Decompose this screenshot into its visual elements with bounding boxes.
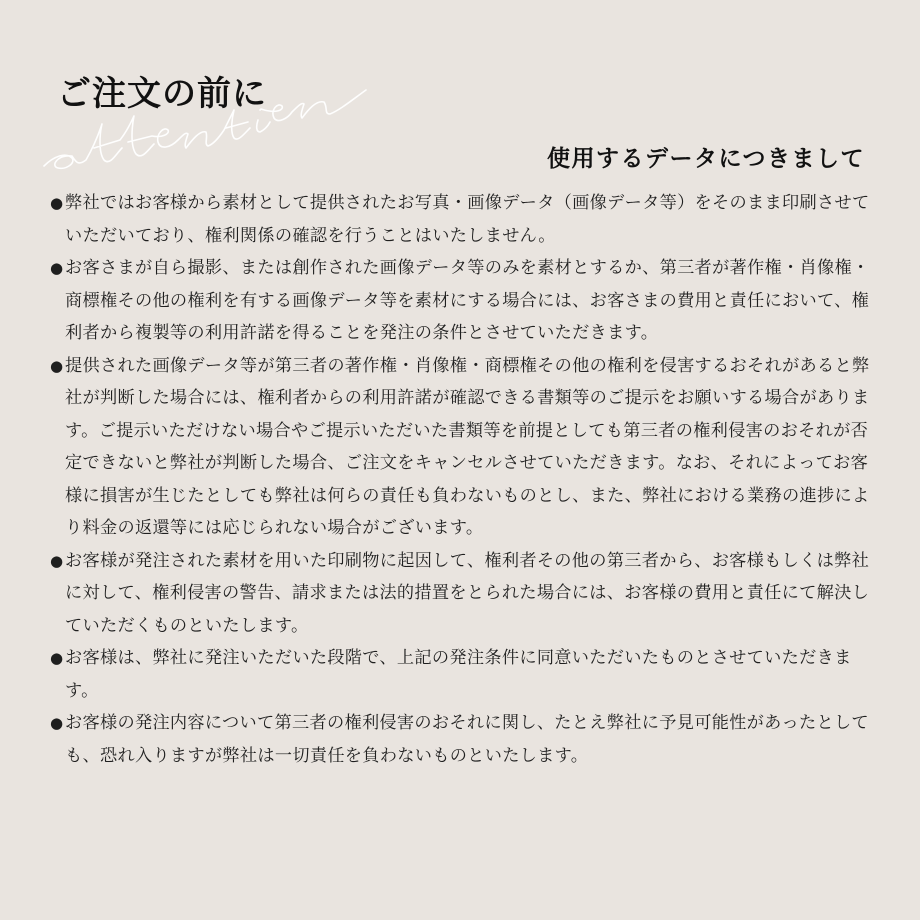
notice-item — [50, 252, 875, 350]
notice-text: 弊社ではお客様から素材として提供されたお写真・画像データ（画像データ等）をそのまま印刷させていただいており、権利関係の確認を行うことはいたしません。 — [65, 193, 870, 246]
notice-text: 提供された画像データ等が第三者の著作権・肖像権・商標権その他の権利を侵害するおそれがあると弊社が判断した場合には、権利者からの利用許諾が確認できる書類等のご提示をお願いする場合があります。ご提示いただけない場合やご提示いただいた書類等を前提としても第三者の権利侵害のおそれが否定できないと弊社が判断した場合、ご注文をキャンセルさせていただきます。なお、それによってお客様に損害が生じたとしても弊社は何らの責任も負わないものとし、また、弊社における業務の進捗により料金の返還等には応じられない場合がございます。 — [65, 355, 870, 538]
notice-item — [50, 545, 875, 643]
bullet-icon: ● — [50, 194, 64, 212]
notice-item — [50, 707, 875, 772]
section-heading: 使用するデータにつきまして — [546, 146, 865, 172]
bullet-icon: ● — [50, 714, 64, 732]
page-title: ご注文の前に — [57, 74, 267, 114]
bullet-icon: ● — [50, 649, 64, 667]
notice-text: お客様の発注内容について第三者の権利侵害のおそれに関し、たとえ弊社に予見可能性があったとしても、恐れ入りますが弊社は一切責任を負わないものといたします。 — [65, 713, 869, 766]
notice-list — [50, 187, 875, 772]
notice-item — [50, 350, 875, 545]
bullet-icon: ● — [50, 356, 64, 375]
bullet-icon: ● — [50, 259, 64, 277]
bullet-icon: ● — [50, 551, 64, 570]
notice-text: お客さまが自ら撮影、または創作された画像データ等のみを素材とするか、第三者が著作権・肖像権・商標権その他の権利を有する画像データ等を素材にする場合には、お客さまの費用と責任において、権利者から複製等の利用許諾を得ることを発注の条件とさせていただきます。 — [65, 258, 870, 343]
notice-item — [50, 642, 875, 707]
notice-item — [50, 187, 875, 252]
notice-text: お客様が発注された素材を用いた印刷物に起因して、権利者その他の第三者から、お客様もしくは弊社に対して、権利侵害の警告、請求または法的措置をとられた場合には、お客様の費用と責任にて解決していただくものといたします。 — [65, 550, 870, 636]
notice-text: お客様は、弊社に発注いただいた段階で、上記の発注条件に同意いただいたものとさせていただきます。 — [65, 648, 852, 701]
